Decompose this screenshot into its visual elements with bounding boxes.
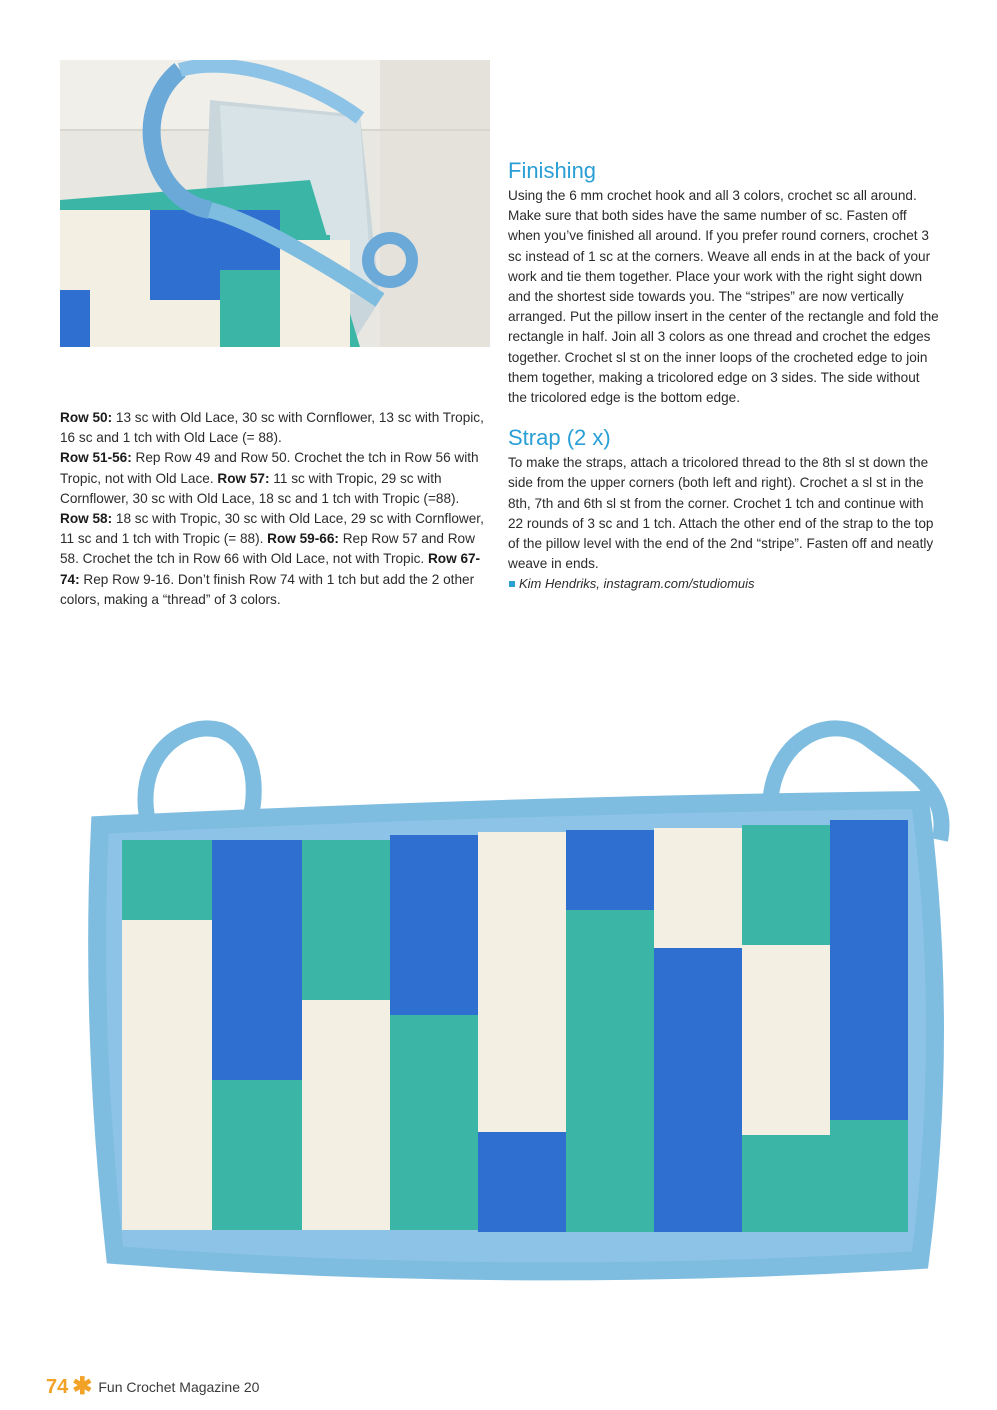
row51-text: Rep Row 49 and Row 50. Crochet the tch in Row 56 with Tropic, not with Old Lace. (60, 450, 479, 486)
designer-credit (508, 574, 940, 594)
row59-text: Rep Row 57 and Row 58. Crochet the tch in Row 66 with Old Lace, not with Tropic. (60, 531, 475, 567)
magazine-title: Fun Crochet Magazine 20 (98, 1379, 260, 1395)
photo-striped-pillow (70, 700, 960, 1300)
pillow-stripes (122, 820, 908, 1232)
strap-body: To make the straps, attach a tricolored thread to the 8th sl st down the side from the upper corners (both left and right). Crochet a sl st in the 8th, 7th and 6th sl st from the corner. Crochet 1 tch and continue with 22 rounds of 3 sc and 1 tch. Attach the other end of the strap to the top of the pillow level with the end of the 2nd “stripe”. Fasten off and neatly weave in ends. (508, 455, 934, 572)
finishing-body: Using the 6 mm crochet hook and all 3 colors, crochet sc all around. Make sure that both sides have the same number of sc. Fasten off when you’ve finished all around. If you prefer round corners, crochet 3 sc instead of 1 sc at the corners. Weave all ends in at the back of your work and tie them together. Place your work with the right sight down and the shortest side towards you. The “stripes” are now vertically arranged. Put the pillow insert in the center of the rectangle and fold the rectangle in half. Join all 3 colors as one thread and crochet the edges together. Crochet sl st on the inner loops of the crocheted edge to join them together, making a tricolored edge on 3 sides. The side without the tricolored edge is the bottom edge. (508, 188, 939, 406)
row59-label: Row 59-66: (267, 531, 339, 547)
row50-text: 13 sc with Old Lace, 30 sc with Cornflower, 13 sc with Tropic, 16 sc and 1 tch with Old Lace (= 88). (60, 410, 484, 446)
instructions-column (508, 158, 940, 594)
square-bullet-icon (509, 581, 515, 587)
row57-text: 11 sc with Tropic, 29 sc with Cornflower, 30 sc with Old Lace, 18 sc and 1 tch with Tropic (=88). (60, 470, 460, 506)
row58-label: Row 58: (60, 511, 113, 527)
finishing-heading: Finishing (508, 158, 597, 183)
page-number: 74 (46, 1375, 69, 1398)
strap-heading: Strap (2 x) (508, 425, 611, 451)
row57-label: Row 57: (217, 470, 270, 486)
pattern-rows-text (60, 408, 485, 610)
row51-label: Row 51-56: (60, 450, 132, 466)
row58-text: 18 sc with Tropic, 30 sc with Old Lace, 29 sc with Cornflower, 11 sc and 1 tch with Tropic (= 88). (60, 511, 484, 547)
row50-label: Row 50: (60, 410, 113, 425)
row67-text: Rep Row 9-16. Don’t finish Row 74 with 1 tch but add the 2 other colors, making a “thread” of 3 colors. (60, 571, 475, 607)
credit-text: Kim Hendriks, instagram.com/studiomuis (519, 576, 755, 592)
row67-label: Row 67-74: (60, 551, 481, 587)
photo-pillow-on-chair (60, 60, 490, 347)
asterisk-icon: ✱ (72, 1373, 93, 1400)
page-footer (46, 1372, 259, 1402)
